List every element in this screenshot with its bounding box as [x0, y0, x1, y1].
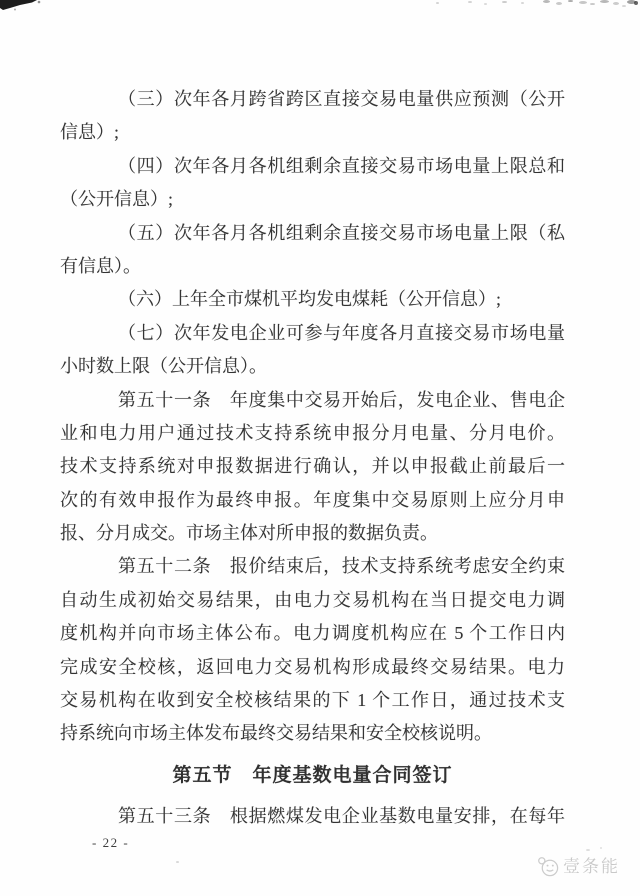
text-line: 度机构并向市场主体公布。电力调度机构应在 5 个工作日内	[60, 623, 565, 644]
brand-watermark	[537, 855, 620, 879]
text-line: 第五十三条 根据燃煤发电企业基数电量安排，在每年	[118, 806, 565, 827]
text-line: 第五十二条 报价结束后，技术支持系统考虑安全约束	[118, 556, 565, 577]
text-line: （公开信息）;	[60, 189, 174, 210]
smiley-bubble-icon	[537, 855, 560, 879]
text-line: （七）次年发电企业可参与年度各月直接交易市场电量	[118, 322, 565, 343]
scan-smudge-top-left	[0, 0, 46, 14]
document-body	[60, 83, 565, 834]
text-line: （五）次年各月各机组剩余直接交易市场电量上限（私	[118, 222, 565, 243]
text-line: （六）上年全市煤机平均发电煤耗（公开信息）;	[118, 289, 501, 310]
text-line: 业和电力用户通过技术支持系统申报分月电量、分月电价。	[60, 422, 565, 443]
text-line: 次的有效申报作为最终申报。年度集中交易原则上应分月申	[60, 489, 565, 510]
text-line: （四）次年各月各机组剩余直接交易市场电量上限总和	[118, 155, 565, 176]
brand-name: 壹条能	[563, 857, 620, 876]
text-line: 交易机构在收到安全校核结果的下 1 个工作日，通过技术支	[60, 690, 565, 711]
text-line: 技术支持系统对申报数据进行确认，并以申报截止前最后一	[60, 456, 565, 477]
text-line: 有信息）。	[60, 255, 141, 276]
text-line: 自动生成初始交易结果，由电力交易机构在当日提交电力调	[60, 589, 565, 610]
page-number: - 22 -	[92, 835, 130, 850]
text-line: 持系统向市场主体发布最终交易结果和安全校核说明。	[60, 723, 492, 744]
text-line: 信息）;	[60, 122, 120, 143]
closing-paragraph-lines	[60, 800, 565, 833]
text-line: 第五十一条 年度集中交易开始后，发电企业、售电企	[118, 389, 565, 410]
text-line: 小时数上限（公开信息）。	[60, 356, 267, 377]
section-heading: 第五节 年度基数电量合同签订	[172, 764, 453, 786]
body-paragraph-lines	[60, 83, 565, 751]
text-line: 完成安全校核，返回电力交易机构形成最终交易结果。电力	[60, 656, 565, 677]
text-line: （三）次年各月跨省跨区直接交易电量供应预测（公开	[118, 89, 565, 109]
text-line: 报、分月成交。市场主体对所申报的数据负责。	[60, 523, 438, 544]
